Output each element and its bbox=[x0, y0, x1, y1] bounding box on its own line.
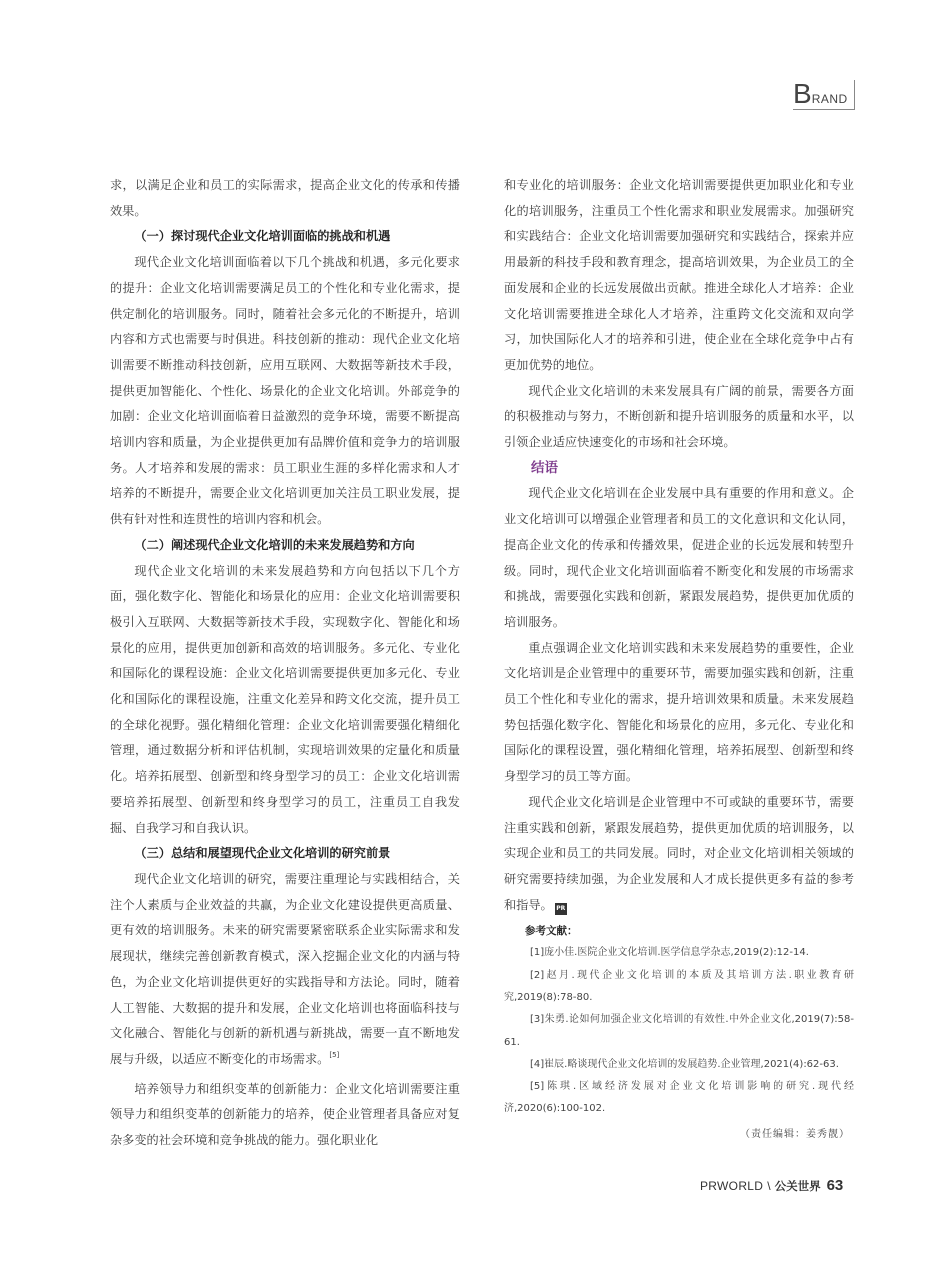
right-paragraph-4: 重点强调企业文化培训实践和未来发展趋势的重要性，企业文化培训是企业管理中的重要环节，需要加强实践和创新，注重员工个性化和专业化的需求，提升培训效果和质量。未来发展趋势包括强化数字化、智能化和场景化的应用，多元化、专业化和国际化的课程设置，强化精细化管理，培养拓展型、创新型和终身型学习的员工等方面。 bbox=[504, 640, 854, 784]
editor-note: （责任编辑：姜秀靓） bbox=[740, 1128, 850, 1140]
right-paragraph-5 bbox=[504, 790, 854, 919]
magazine-name-cn: 公关世界 bbox=[774, 1179, 821, 1193]
left-paragraph-5: 培养领导力和组织变革的创新能力：企业文化培训需要注重领导力和组织变革的创新能力的培养，使企业管理者具备应对复杂多变的社会环境和竞争挑战的能力。强化职业化 bbox=[110, 1081, 460, 1148]
left-paragraph-2: 现代企业文化培训面临着以下几个挑战和机遇，多元化要求的提升：企业文化培训需要满足员工的个性化和专业化需求，提供定制化的培训服务。同时，随着社会多元化的不断提升，培训内容和方式也需要与时俱进。科技创新的推动：现代企业文化培训需要不断推动科技创新，应用互联网、大数据等新技术手段，提供更加智能化、个性化、场景化的企业文化培训。外部竞争的加剧：企业文化培训面临着日益激烈的竞争环境，需要不断提高培训内容和质量，为企业提供更加有品牌价值和竞争力的培训服务。人才培养和发展的需求：员工职业生涯的多样化需求和人才培养的不断提升，需要企业文化培训更加关注员工职业发展，提供有针对性和连贯性的培训内容和机会。 bbox=[110, 255, 460, 527]
section-heading-2: （二）阐述现代企业文化培训的未来发展趋势和方向 bbox=[134, 537, 415, 552]
reference-item: [5]陈琪.区域经济发展对企业文化培训影响的研究.现代经济,2020(6):100-102. bbox=[504, 1081, 854, 1115]
left-paragraph-3: 现代企业文化培训的未来发展趋势和方向包括以下几个方面，强化数字化、智能化和场景化的应用：企业文化培训需要积极引入互联网、大数据等新技术手段，实现数字化、智能化和场景化的应用，提供更加创新和高效的培训服务。多元化、专业化和国际化的课程设施：企业文化培训需要提供更加多元化、专业化和国际化的课程设施，注重文化差异和跨文化交流，提升员工的全球化视野。强化精细化管理：企业文化培训需要强化精细化管理，通过数据分析和评估机制，实现培训效果的定量化和质量化。培养拓展型、创新型和终身型学习的员工：企业文化培训需要培养拓展型、创新型和终身型学习的员工，注重员工自我发掘、自我学习和自我认识。 bbox=[110, 563, 460, 835]
right-paragraph-2: 现代企业文化培训的未来发展具有广阔的前景，需要各方面的积极推动与努力，不断创新和提升培训服务的质量和水平，以引领企业适应快速变化的市场和社会环境。 bbox=[504, 383, 854, 450]
references-title: 参考文献： bbox=[525, 925, 578, 938]
left-column bbox=[110, 173, 460, 1154]
brand-initial: B bbox=[793, 78, 812, 109]
right-paragraph-1: 和专业化的培训服务：企业文化培训需要提供更加职业化和专业化的培训服务，注重员工个性化需求和职业发展需求。加强研究和实践结合：企业文化培训需要加强研究和实践结合，探索并应用最新的科技手段和教育理念，提高培训效果，为企业员工的全面发展和企业的长远发展做出贡献。推进全球化人才培养：企业文化培训需要推进全球化人才培养，注重跨文化交流和双向学习，加快国际化人才的培养和引进，使企业在全球化竞争中占有更加优势的地位。 bbox=[504, 178, 854, 372]
brand-section-label bbox=[793, 80, 855, 110]
page-number: 63 bbox=[826, 1177, 844, 1194]
right-column bbox=[504, 173, 854, 1147]
right-paragraph-3: 现代企业文化培训在企业发展中具有重要的作用和意义。企业文化培训可以增强企业管理者和员工的文化意识和文化认同，提高企业文化的传承和传播效果，促进企业的长远发展和转型升级。同时，现代企业文化培训面临着不断变化和发展的市场需求和挑战，需要强化实践和创新，紧跟发展趋势，提供更加优质的培训服务。 bbox=[504, 486, 854, 629]
section-heading-1: （一）探讨现代企业文化培训面临的挑战和机遇 bbox=[134, 229, 391, 244]
reference-item: [3]朱勇.论如何加强企业文化培训的有效性.中外企业文化,2019(7):58-61. bbox=[504, 1014, 854, 1048]
brand-rest: RAND bbox=[811, 92, 848, 106]
reference-item: [2]赵月.现代企业文化培训的本质及其培训方法.职业教育研究,2019(8):78-80. bbox=[504, 969, 854, 1003]
conclusion-heading: 结语 bbox=[531, 459, 558, 476]
left-paragraph-4 bbox=[110, 867, 460, 1073]
footer-separator: \ bbox=[767, 1179, 771, 1193]
left-paragraph-1: 求，以满足企业和员工的实际需求，提高企业文化的传承和传播效果。 bbox=[110, 178, 460, 218]
left-paragraph-4-text: 现代企业文化培训的研究，需要注重理论与实践相结合，关注个人素质与企业效益的共赢，为企业文化建设提供更高质量、更有效的培训服务。未来的研究需要紧密联系企业实际需求和发展现状，继续完善创新教育模式，深入挖掘企业文化的内涵与特色，为企业文化培训提供更好的实践指导和方法论。同时，随着人工智能、大数据的提升和发展，企业文化培训也将面临科技与文化融合、智能化与创新的新机遇与新挑战，需要一直不断地发展与升级，以适应不断变化的市场需求。 bbox=[110, 871, 460, 1066]
magazine-name-en: PRWORLD bbox=[700, 1179, 764, 1193]
right-paragraph-5-text: 现代企业文化培训是企业管理中不可或缺的重要环节，需要注重实践和创新，紧跟发展趋势，提供更加优质的培训服务，以实现企业和员工的共同发展。同时，对企业文化培训相关领域的研究需要持续加强，为企业发展和人才成长提供更多有益的参考和指导。 bbox=[504, 794, 854, 912]
citation-5: [5] bbox=[329, 1050, 340, 1059]
page-footer bbox=[700, 1176, 843, 1196]
section-heading-3: （三）总结和展望现代企业文化培训的研究前景 bbox=[134, 846, 391, 861]
end-of-article-icon: PR bbox=[555, 903, 567, 915]
reference-item: [4]崔辰.略谈现代企业文化培训的发展趋势.企业管理,2021(4):62-63. bbox=[530, 1058, 839, 1070]
reference-item: [1]庞小佳.医院企业文化培训.医学信息学杂志,2019(2):12-14. bbox=[530, 947, 809, 959]
